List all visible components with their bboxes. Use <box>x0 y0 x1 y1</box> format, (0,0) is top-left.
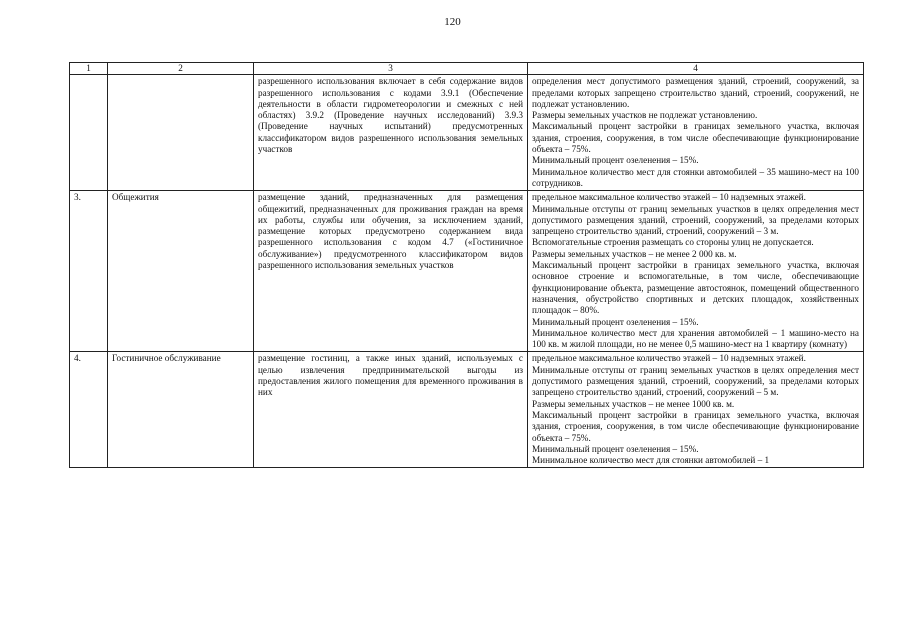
table-row <box>70 352 864 468</box>
parameter-paragraph: Размеры земельных участков – не менее 1000 кв. м. <box>532 398 735 409</box>
parameter-paragraph: определения мест допустимого размещения зданий, строений, сооружений, за пределами которых запрещено строительство зданий, строений, сооружений, не подлежат установлению. <box>532 76 859 109</box>
parameter-paragraph: Минимальные отступы от границ земельных участков в целях определения мест допустимого размещения зданий, строений, сооружений, за пределами которых запрещено строительство зданий, строений, сооружений – 3 м. <box>532 203 859 237</box>
use-type-name: Гостиничное обслуживание <box>108 352 254 468</box>
header-col-1: 1 <box>70 63 108 75</box>
page-number: 120 <box>444 16 461 28</box>
table-header-row <box>70 63 864 75</box>
header-col-4: 4 <box>528 63 864 75</box>
parameters-cell <box>528 75 864 191</box>
use-type-description: размещение гостиниц, а также иных зданий, используемых с целью извлечения предпринимательской выгоды из предоставления жилого помещения для временного проживания в них <box>254 352 528 468</box>
row-number: 4. <box>70 352 108 468</box>
use-type-description: размещение зданий, предназначенных для размещения общежитий, предназначенных для проживания граждан на время их работы, службы или обучения, за исключением зданий, размещение которых предусмотрено содержанием вида разрешенного использования с кодом 4.7 («Гостиничное обслуживание») предусмотренного классификатором видов разрешенного использования земельных участков <box>254 191 528 352</box>
use-type-description: разрешенного использования включает в себя содержание видов разрешенного использования с кодами 3.9.1 (Обеспечение деятельности в области гидрометеорологии и смежных с ней областях) 3.9.2 (Проведение научных исследований) 3.9.3 (Проведение научных испытаний) предусмотренных классификатором видов разрешенного использования земельных участков <box>254 75 528 191</box>
table-row <box>70 75 864 191</box>
parameter-paragraph: Минимальный процент озеленения – 15%. <box>532 155 699 166</box>
table-row <box>70 191 864 352</box>
parameter-paragraph: Размеры земельных участков – не менее 2 000 кв. м. <box>532 248 737 259</box>
use-type-name: Общежития <box>108 191 254 352</box>
parameter-paragraph: Размеры земельных участков не подлежат установлению. <box>532 110 758 121</box>
parameter-paragraph: предельное максимальное количество этажей – 10 надземных этажей. <box>532 353 806 364</box>
zoning-regulations-table <box>69 62 864 468</box>
parameter-paragraph: предельное максимальное количество этажей – 10 надземных этажей. <box>532 192 806 203</box>
parameter-paragraph: Минимальный процент озеленения – 15%. <box>532 443 699 454</box>
use-type-name <box>108 75 254 191</box>
parameter-paragraph: Минимальное количество мест для стоянки автомобилей – 35 машино-мест на 100 сотрудников. <box>532 166 859 188</box>
row-number <box>70 75 108 191</box>
parameter-paragraph: Вспомогательные строения размещать со стороны улиц не допускается. <box>532 237 814 248</box>
header-col-2: 2 <box>108 63 254 75</box>
row-number: 3. <box>70 191 108 352</box>
parameter-paragraph: Максимальный процент застройки в границах земельного участка, включая основное строение и вспомогательные, в том числе, обеспечивающие функционирование объекта, размещение автостоянок, помещений общественного назначения, обустройство спортивных и детских площадок, хозяйственных площадок – 80%. <box>532 260 859 316</box>
parameter-paragraph: Минимальное количество мест для хранения автомобилей – 1 машино-место на 100 кв. м жилой площади, но не менее 0,5 машино-мест на 1 квартиру (комнату) <box>532 327 859 350</box>
header-col-3: 3 <box>254 63 528 75</box>
parameter-paragraph: Максимальный процент застройки в границах земельного участка, включая здания, строения, сооружения, в том числе обеспечивающие функционирование объекта – 75%. <box>532 409 859 443</box>
parameters-cell <box>528 191 864 352</box>
parameter-paragraph: Минимальное количество мест для стоянки автомобилей – 1 <box>532 455 770 466</box>
parameter-paragraph: Минимальный процент озеленения – 15%. <box>532 316 699 327</box>
parameter-paragraph: Максимальный процент застройки в границах земельного участка, включая здания, строения, сооружения, в том числе обеспечивающие функционирование объекта – 75%. <box>532 121 859 155</box>
parameters-cell <box>528 352 864 468</box>
parameter-paragraph: Минимальные отступы от границ земельных участков в целях определения мест допустимого размещения зданий, строений, сооружений, за пределами которых запрещено строительство зданий, строений, сооружений – 5 м. <box>532 364 859 398</box>
